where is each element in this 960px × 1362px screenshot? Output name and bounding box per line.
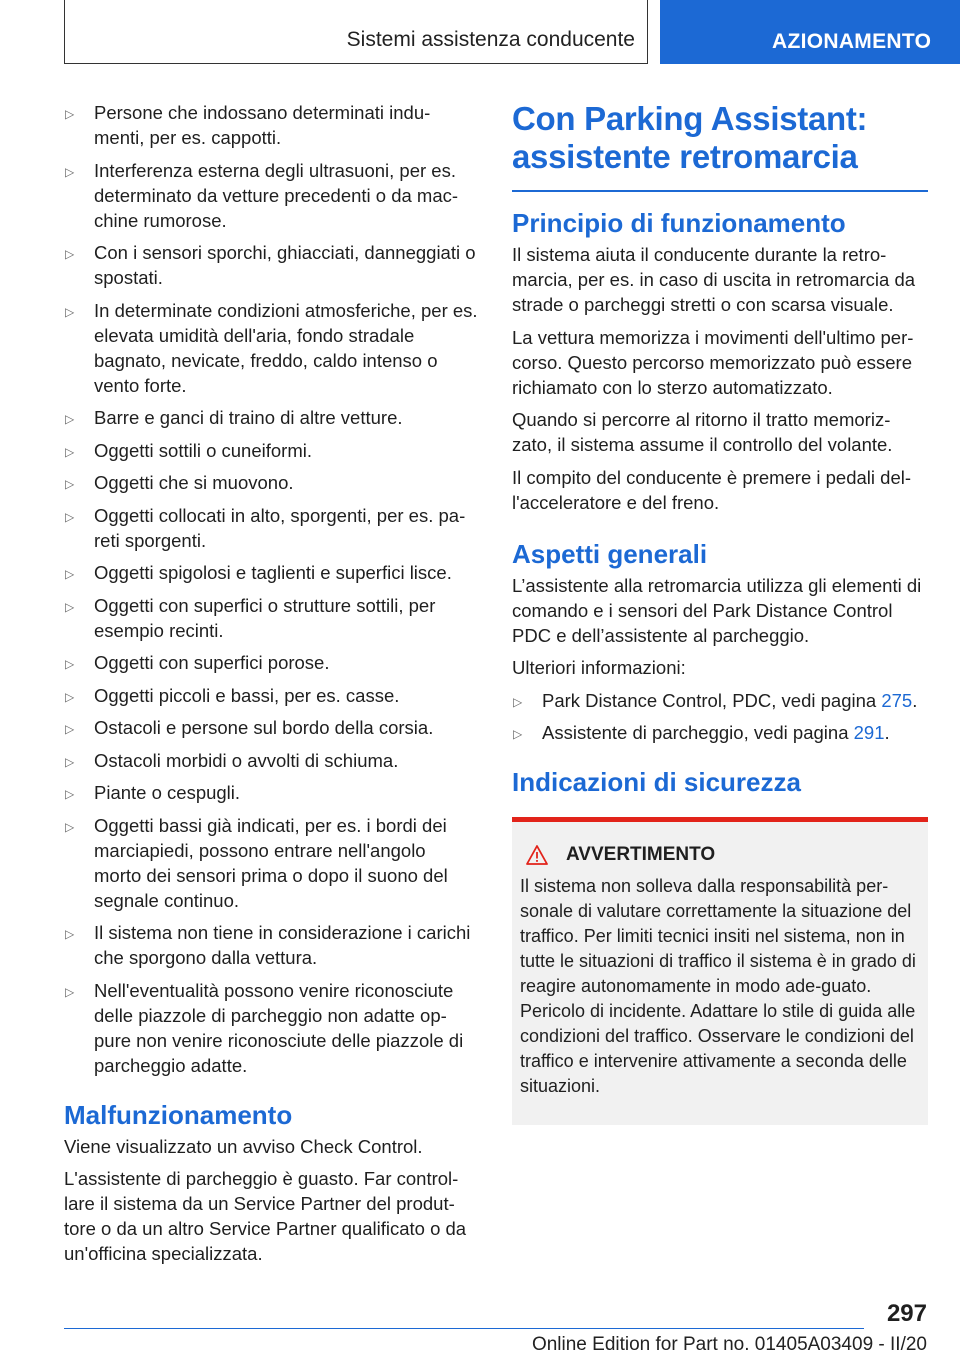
triangle-right-icon: ▷ (65, 754, 75, 769)
principle-paragraph-3: Quando si percorre al ritorno il tratto memoriz-zato, il sistema assume il controllo del volante. (512, 409, 893, 455)
list-item (64, 298, 478, 398)
list-item-text: Oggetti con superfici porose. (94, 652, 330, 673)
list-item (64, 978, 478, 1078)
general-paragraph-2: Ulteriori informazioni: (512, 657, 686, 678)
chapter-title: AZIONAMENTO (772, 30, 932, 53)
list-item-text: Oggetti spigolosi e taglienti e superfici lisce. (94, 562, 452, 583)
list-item-text: Oggetti bassi già indicati, per es. i bordi dei marciapiedi, possono entrare nell'angolo morto dei sensori prima o dopo il suono del segnale continuo. (94, 814, 448, 911)
reference-end: . (884, 722, 890, 743)
triangle-right-icon: ▷ (65, 412, 75, 426)
chapter-tab (660, 0, 960, 64)
list-item-text: Oggetti sottili o cuneiformi. (94, 439, 312, 461)
triangle-right-icon: ▷ (65, 509, 75, 524)
malfunction-paragraph-2: L'assistente di parcheggio è guasto. Far control-lare il sistema da un Service Partner del produt-tore o da un altro Service Partner qualificato o da un'officina specializzata. (64, 1168, 467, 1264)
malfunction-paragraph-1: Viene visualizzato un avviso Check Control. (64, 1135, 423, 1157)
list-item (64, 748, 478, 773)
triangle-right-icon: ▷ (65, 567, 75, 581)
footer-rule (64, 1328, 864, 1329)
list-item (64, 100, 478, 150)
list-item-text: Ostacoli e persone sul bordo della corsia. (94, 717, 434, 738)
list-item (64, 920, 478, 970)
list-item (512, 720, 928, 745)
list-item (64, 503, 478, 553)
footer-edition: Online Edition for Part no. 01405A03409 - II/20 (531, 1334, 927, 1355)
triangle-right-icon: ▷ (65, 787, 75, 801)
triangle-right-icon: ▷ (65, 304, 75, 319)
list-item-text: Il sistema non tiene in considerazione i carichi che sporgono dalla vettura. (94, 922, 471, 968)
reference-text: Assistente di parcheggio, vedi pagina (542, 722, 854, 743)
reference-list (512, 688, 928, 746)
principle-heading: Principio di funzionamento (512, 208, 846, 238)
left-column (64, 100, 478, 1274)
general-heading: Aspetti generali (512, 538, 708, 569)
list-item-text: Oggetti collocati in alto, sporgenti, per es. pa-reti sporgenti. (94, 504, 466, 551)
triangle-right-icon: ▷ (65, 107, 75, 121)
right-column (512, 100, 928, 1125)
warning-triangle-icon (526, 845, 548, 865)
reference-text: Park Distance Control, PDC, vedi pagina (542, 689, 882, 711)
triangle-right-icon: ▷ (513, 727, 523, 741)
triangle-right-icon: ▷ (65, 722, 75, 736)
list-item (64, 438, 478, 463)
triangle-right-icon: ▷ (65, 689, 75, 704)
list-item-text: Oggetti che si muovono. (94, 472, 294, 493)
list-item (64, 813, 478, 913)
triangle-right-icon: ▷ (65, 599, 75, 614)
safety-heading: Indicazioni di sicurezza (512, 767, 801, 797)
principle-paragraph-4: Il compito del conducente è premere i pedali del-l'acceleratore e del freno. (512, 466, 912, 513)
heading-rule (512, 190, 928, 192)
triangle-right-icon: ▷ (65, 984, 75, 999)
triangle-right-icon: ▷ (65, 164, 75, 179)
malfunction-heading: Malfunzionamento (64, 1099, 293, 1130)
list-item (64, 240, 478, 290)
list-item-text: Persone che indossano determinati indu-menti, per es. cappotti. (94, 102, 431, 148)
general-paragraph-1: L’assistente alla retromarcia utilizza gli elementi di comando e i sensori del Park Distance Control PDC e dell’assistente al parcheggio. (512, 574, 922, 646)
warning-title: AVVERTIMENTO (566, 844, 716, 865)
list-item-text: Con i sensori sporchi, ghiacciati, danneggiati o spostati. (94, 242, 476, 288)
triangle-right-icon: ▷ (65, 444, 75, 459)
list-item-text: In determinate condizioni atmosferiche, per es. elevata umidità dell'aria, fondo stradale bagnato, nevicate, freddo, caldo intenso o vento forte. (94, 299, 478, 396)
warning-header (520, 844, 920, 866)
page-link-291[interactable]: 291 (853, 722, 885, 743)
page-link-275[interactable]: 275 (881, 689, 913, 711)
header-section-box (64, 0, 648, 64)
page-number: 297 (886, 1300, 927, 1327)
list-item (64, 405, 478, 430)
list-item (64, 158, 478, 233)
list-item (64, 470, 478, 495)
warning-text: Il sistema non solleva dalla responsabilità per-sonale di valutare correttamente la situazione del traffico. Per limiti tecnici insiti nel sistema, non in tutte le situazioni di traffico il sistema è in grado di reagire autonomamente in modo ade-guato. Pericolo di incidente. Adattare lo stile di guida alle condizioni del traffico. Osservare le condizioni del traffico e intervenire attivamente a seconda delle situazioni. (520, 876, 916, 1096)
principle-paragraph-1: Il sistema aiuta il conducente durante la retro-marcia, per es. in caso di uscita in retromarcia da strade o parcheggi stretti o con scarsa visuale. (512, 244, 916, 315)
section-title: Sistemi assistenza conducente (346, 28, 635, 51)
list-item-text: Oggetti piccoli e bassi, per es. casse. (94, 684, 400, 706)
list-item-text: Nell'eventualità possono venire riconosciute delle piazzole di parcheggio non adatte op-pure non venire riconosciute delle piazzole di parcheggio adatte. (94, 979, 464, 1076)
limitations-list (64, 100, 478, 1078)
principle-paragraph-2: La vettura memorizza i movimenti dell'ultimo per-corso. Questo percorso memorizzato può essere richiamato con lo sterzo automatizzato. (512, 326, 914, 398)
list-item (512, 688, 928, 713)
triangle-right-icon: ▷ (65, 819, 75, 834)
list-item (64, 683, 478, 708)
triangle-right-icon: ▷ (65, 927, 75, 941)
warning-box (512, 817, 928, 1125)
list-item-text: Oggetti con superfici o strutture sottili, per esempio recinti. (94, 594, 436, 641)
list-item (64, 780, 478, 805)
reference-end: . (912, 689, 918, 711)
triangle-right-icon: ▷ (513, 694, 523, 709)
list-item-text: Piante o cespugli. (94, 782, 241, 803)
list-item-text: Interferenza esterna degli ultrasuoni, per es. determinato da vetture precedenti o da mac-chine rumorose. (94, 159, 459, 231)
list-item (64, 593, 478, 643)
list-item (64, 715, 478, 740)
triangle-right-icon: ▷ (65, 657, 75, 671)
list-item-text: Barre e ganci di traino di altre vetture. (94, 407, 403, 428)
list-item (64, 560, 478, 585)
list-item (64, 650, 478, 675)
chapter-heading: Con Parking Assistant: assistente retromarcia (512, 100, 868, 175)
triangle-right-icon: ▷ (65, 247, 75, 261)
list-item-text: Ostacoli morbidi o avvolti di schiuma. (94, 749, 399, 771)
triangle-right-icon: ▷ (65, 477, 75, 491)
